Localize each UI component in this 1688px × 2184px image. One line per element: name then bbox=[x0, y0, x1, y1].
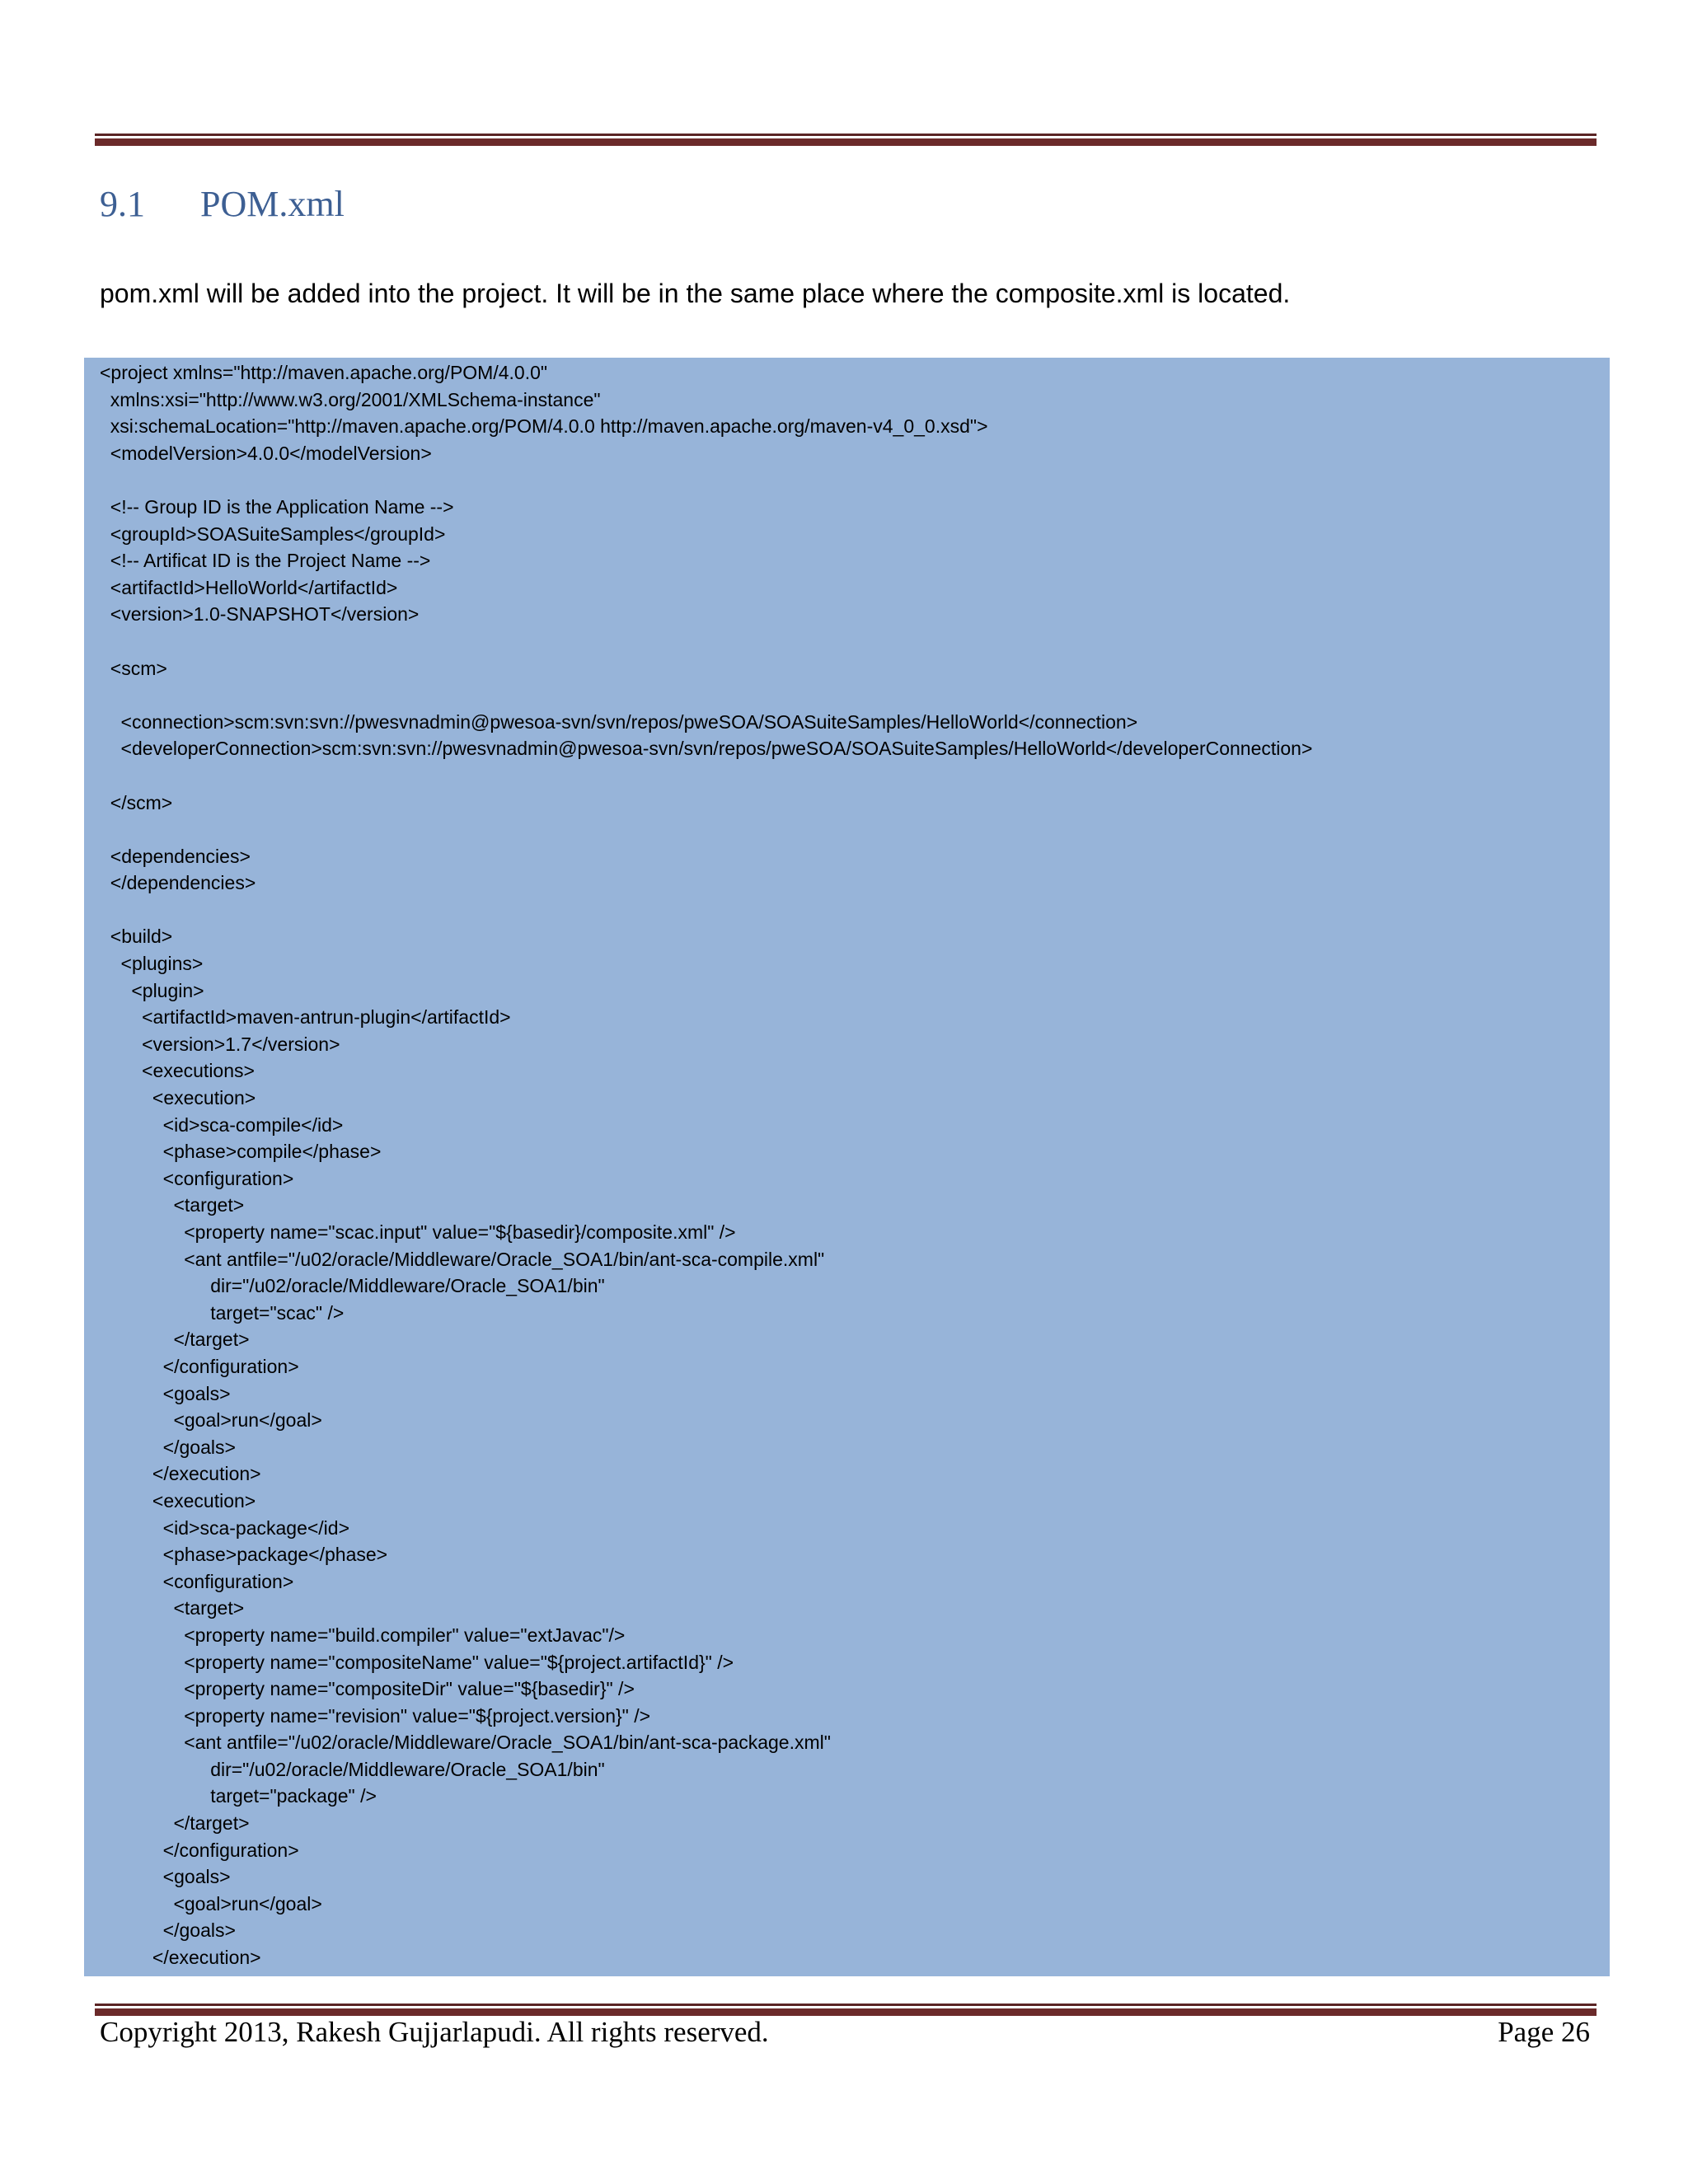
code-line: </scm> bbox=[100, 791, 173, 813]
code-line: <id>sca-package</id> bbox=[100, 1516, 350, 1539]
code-listing bbox=[84, 358, 1610, 1976]
code-line: <dependencies> bbox=[100, 845, 251, 867]
code-line: <plugin> bbox=[100, 979, 204, 1001]
code-line: </dependencies> bbox=[100, 872, 256, 894]
section-number: 9.1 bbox=[100, 184, 145, 224]
code-line: dir="/u02/oracle/Middleware/Oracle_SOA1/bin" bbox=[100, 1275, 605, 1297]
code-line: <target> bbox=[100, 1194, 245, 1216]
code-line bbox=[100, 762, 1610, 790]
code-line: <goals> bbox=[100, 1382, 231, 1404]
code-line: </configuration> bbox=[100, 1839, 299, 1861]
code-line: <project xmlns="http://maven.apache.org/POM/4.0.0" bbox=[100, 362, 548, 383]
code-line: <executions> bbox=[100, 1060, 255, 1082]
code-line: </target> bbox=[100, 1329, 250, 1351]
code-line bbox=[100, 816, 1610, 843]
code-line: xsi:schemaLocation="http://maven.apache.org/POM/4.0.0 http://maven.apache.org/maven-v4_0_0.xsd"> bbox=[100, 415, 988, 438]
code-line: <connection>scm:svn:svn://pwesvnadmin@pwesoa-svn/svn/repos/pweSOA/SOASuiteSamples/HelloWorld</connection> bbox=[100, 710, 1138, 733]
code-line: <version>1.0-SNAPSHOT</version> bbox=[100, 603, 420, 626]
code-line: <configuration> bbox=[100, 1570, 294, 1592]
code-line: </target> bbox=[100, 1812, 250, 1835]
code-line: <execution> bbox=[100, 1489, 256, 1511]
code-line: <!-- Group ID is the Application Name --> bbox=[100, 495, 454, 518]
code-line: <goal>run</goal> bbox=[100, 1892, 322, 1915]
code-line: <scm> bbox=[100, 657, 167, 679]
header-rule bbox=[95, 134, 1597, 146]
code-line: <version>1.7</version> bbox=[100, 1033, 340, 1055]
code-line: <id>sca-compile</id> bbox=[100, 1113, 344, 1136]
section-heading bbox=[100, 183, 345, 225]
code-line: <groupId>SOASuiteSamples</groupId> bbox=[100, 523, 446, 545]
code-line: <execution> bbox=[100, 1087, 256, 1109]
code-line: <configuration> bbox=[100, 1167, 294, 1189]
intro-paragraph: pom.xml will be added into the project. It will be in the same place where the composite.xml is located. bbox=[100, 279, 1291, 308]
code-line bbox=[100, 897, 1610, 924]
code-line bbox=[100, 682, 1610, 709]
code-line bbox=[100, 628, 1610, 655]
code-block bbox=[84, 359, 1610, 1971]
footer-page-number: Page 26 bbox=[1498, 2016, 1590, 2048]
code-line: <phase>package</phase> bbox=[100, 1544, 388, 1566]
code-line: </execution> bbox=[100, 1947, 261, 1969]
code-line: <goal>run</goal> bbox=[100, 1409, 322, 1432]
code-line: xmlns:xsi="http://www.w3.org/2001/XMLSchema-instance" bbox=[100, 388, 601, 410]
code-line: <target> bbox=[100, 1597, 245, 1619]
code-line: dir="/u02/oracle/Middleware/Oracle_SOA1/bin" bbox=[100, 1758, 605, 1780]
code-line: <phase>compile</phase> bbox=[100, 1141, 382, 1163]
code-line: </goals> bbox=[100, 1919, 236, 1942]
code-line: <property name="compositeName" value="${project.artifactId}" /> bbox=[100, 1651, 734, 1673]
code-line: </execution> bbox=[100, 1463, 261, 1485]
footer-rule bbox=[95, 2004, 1597, 2016]
code-line: <artifactId>maven-antrun-plugin</artifactId> bbox=[100, 1006, 511, 1029]
code-line: <ant antfile="/u02/oracle/Middleware/Oracle_SOA1/bin/ant-sca-compile.xml" bbox=[100, 1248, 825, 1270]
code-line: <property name="compositeDir" value="${basedir}" /> bbox=[100, 1678, 635, 1700]
code-line: <ant antfile="/u02/oracle/Middleware/Oracle_SOA1/bin/ant-sca-package.xml" bbox=[100, 1732, 831, 1754]
code-line bbox=[100, 466, 1610, 494]
code-line: <developerConnection>scm:svn:svn://pwesvnadmin@pwesoa-svn/svn/repos/pweSOA/SOASuiteSamples/HelloWorld</developerConnection> bbox=[100, 738, 1313, 760]
code-line: </goals> bbox=[100, 1436, 236, 1458]
code-line: <property name="scac.input" value="${basedir}/composite.xml" /> bbox=[100, 1221, 736, 1243]
code-line: target="scac" /> bbox=[100, 1301, 345, 1324]
code-line: <modelVersion>4.0.0</modelVersion> bbox=[100, 442, 432, 464]
section-title: POM.xml bbox=[200, 184, 345, 224]
code-line: <goals> bbox=[100, 1866, 231, 1888]
code-line: <plugins> bbox=[100, 953, 204, 975]
code-line: <property name="revision" value="${project.version}" /> bbox=[100, 1704, 651, 1727]
code-line: </configuration> bbox=[100, 1355, 299, 1377]
code-line: target="package" /> bbox=[100, 1785, 377, 1807]
code-line: <build> bbox=[100, 926, 173, 948]
footer-copyright: Copyright 2013, Rakesh Gujjarlapudi. All rights reserved. bbox=[100, 2016, 769, 2048]
code-line: <property name="build.compiler" value="extJavac"/> bbox=[100, 1624, 626, 1646]
code-line: <!-- Artificat ID is the Project Name --> bbox=[100, 550, 431, 572]
code-line: <artifactId>HelloWorld</artifactId> bbox=[100, 576, 398, 598]
